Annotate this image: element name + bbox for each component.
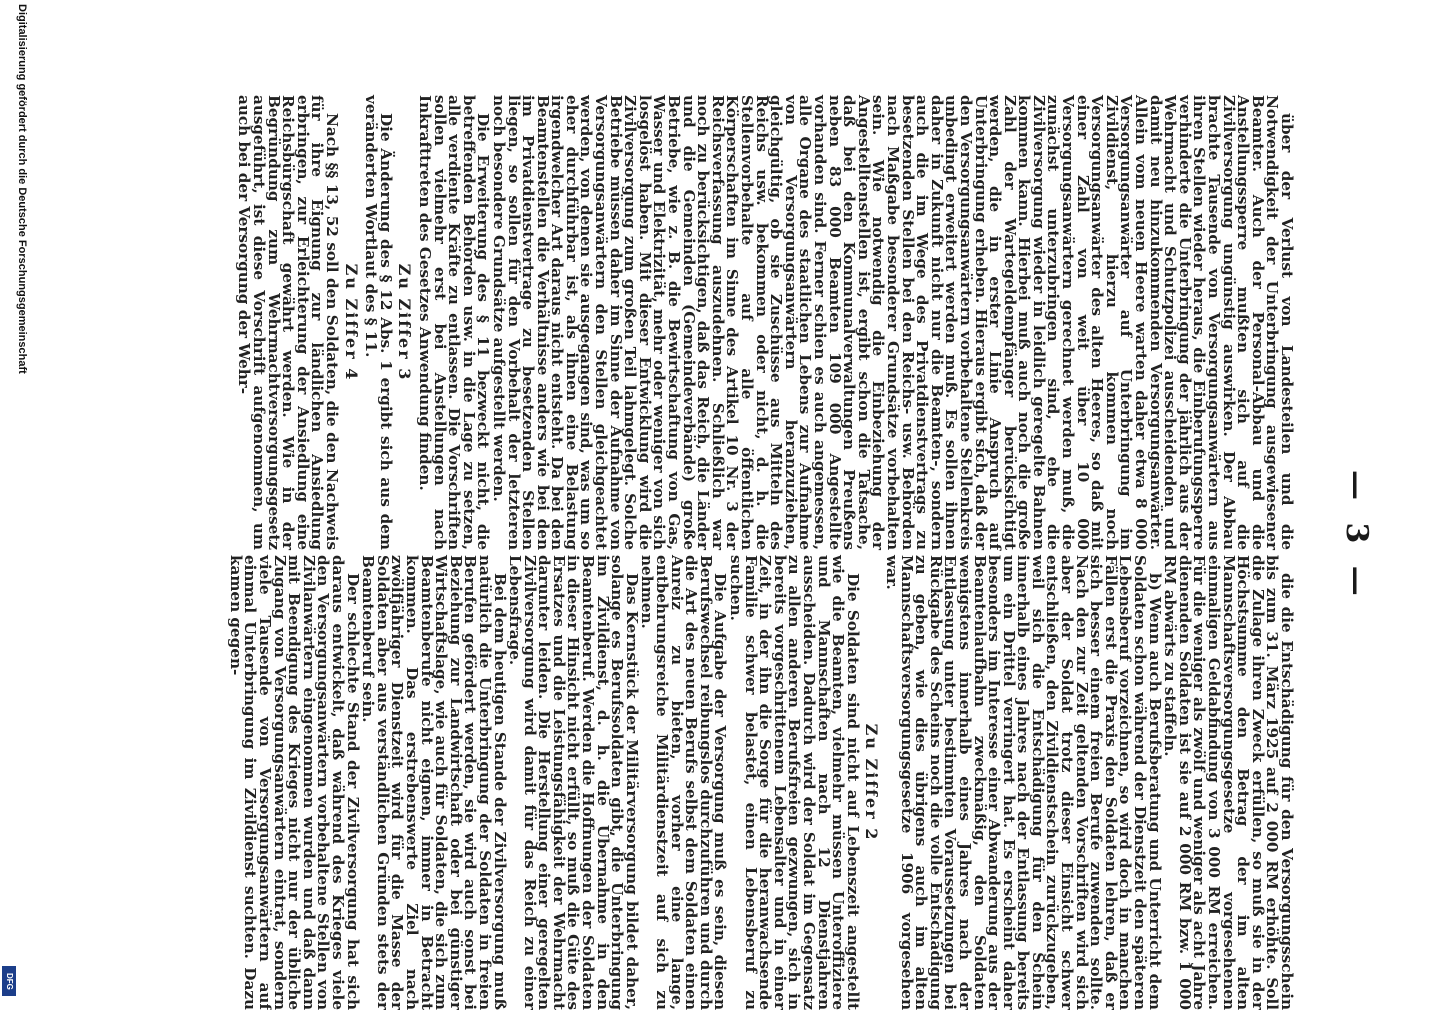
- paragraph: Die Erweiterung des § 11 bezweckt nicht, die betreffenden Behörden usw. in die Lage zu setzen, alle verdiente Kräfte zu entlassen. Die Vorschriften sollen vielmehr erst bei Anstellungen nach Inkrafttreten des Gesetzes Anwendung finden.: [415, 95, 493, 550]
- paragraph: die die Entschädigung für den Versorgungsschein bis zum 31. März 1925 auf 2 000 RM erhöhte. Soll die Zulage ihren Zweck erfüllen, so muß sie in der Höchstsumme den Betrag der im alten Mannschaftsversorgungsgesetze vorgesehenen einmaligen Geldabfindung von 3 000 RM erreichen. Für die weniger als zwölf und weniger als acht Jahre dienenden Soldaten ist sie auf 2 000 RM bzw. 1 000 RM abwärts zu staffeln.: [1161, 555, 1296, 1010]
- document-column-right: [227, 555, 1294, 1010]
- document-column-left: [236, 95, 1294, 550]
- paragraph: über der Verlust von Landesteilen und die Notwendigkeit der Unterbringung ausgewiesener Beamter. Auch der Personal-Abbau und die Anstellungssperre mußten sich auf die Zivilversorgung ungünstig auswirken. Der Abbau brachte Tausende von Versorgungsanwärtern aus ihren Stellen wieder heraus, die Einberufungssperre verhinderte die Unterbringung der jährlich aus der Wehrmacht und Schutzpolizei ausscheidenden und damit neu hinzukommenden Versorgungsanwärter. Allein vom neuen Heere warten daher etwa 8 000 Versorgungsanwärter auf Unterbringung im Zivildienst, hierzu kommen noch Versorgungsanwärter des alten Heeres, so daß mit einer Zahl von weit über 10 000 Versorgungsanwärtern gerechnet werden muß, die zunächst unterzubringen sind, ehe die Zivilversorgung wieder in leidlich geregelte Bahnen kommen kann. Hierbei muß auch noch die große Zahl der Wartegeldempfänger berücksichtigt werden, die in erster Linie Anspruch auf Unterbringung erheben. Hieraus ergibt sich, daß der den Versorgungsanwärtern vorbehaltene Stellenkreis unbedingt erweitert werden muß. Es sollen ihnen daher in Zukunft nicht nur die Beamten-, sondern auch die im Wege des Privatdienstvertrags zu besetzenden Stellen bei den Reichs- usw. Behörden nach Maßgabe besonderer Grundsätze vorbehalten sein. Wie notwendig die Einbeziehung der Angestelltenstellen ist, ergibt schon die Tatsache, daß bei den Kommunalverwaltungen Preußens neben 83 000 Beamten 109 000 Angestellte vorhanden sind. Ferner schien es auch angemessen, alle Organe des staatlichen Lebens zur Aufnahme von Versorgungsanwärtern heranzuziehen, gleichgültig, ob sie Zuschüsse aus Mitteln des Reichs usw. bekommen oder nicht, d. h. die Stellenvorbehalte auf alle öffentlichen Körperschaften im Sinne des Artikel 10 Nr. 3 der Reichsverfassung auszudehnen. Schließlich war noch zu berücksichtigen, daß das Reich, die Länder und die Gemeinden (Gemeindeverbände) große Betriebe, wie z. B. die Bewirtschaftung von Gas, Wasser und Elektrizität, mehr oder weniger von sich losgelöst haben. Mit dieser Entwicklung wird die Zivilversorgung zum großen Teil lahmgelegt. Solche Betriebe müssen daher im Sinne der Aufnahme von Versorgungsanwärtern den Stellen gleichgeachtet werden, von denen sie ausgegangen sind, was um so eher durchführbar ist, als ihnen eine Belastung irgendwelcher Art daraus nicht entsteht. Da bei den Beamtenstellen die Verhältnisse anders wie bei den im Privatdienstvertrage zu besetzenden Stellen liegen, so sollen für den Vorbehalt der letzteren noch besondere Grundsätze aufgestellt werden.: [489, 95, 1296, 550]
- paragraph: Nach §§ 13, 52 soll den Soldaten, die den Nachweis für ihre Eignung zur ländlichen Ansiedlung erbringen, zur Erleichterung der Ansiedlung eine Reichsbürgschaft gewährt werden. Wie in der Begründung zum Wehrmachtversorgungsgesetz ausgeführt, ist diese Vorschrift aufgenommen, um auch bei der Versorgung der Wehr-: [235, 95, 341, 550]
- paragraph: Das Kernstück der Militärversorgung bildet daher, solange es Berufssoldaten gibt, die Unterbringung im Zivildienst, d. h. die Übernahme in den Beamtenberuf. Werden die Hoffnungen der Soldaten in dieser Hinsicht nicht erfüllt, so muß die Güte des Ersatzes und die Leistungsfähigkeit der Wehrmacht darunter leiden. Die Herstellung einer geregelten Zivilversorgung wird damit für das Reich zu einer Lebensfrage.: [506, 555, 641, 1010]
- paragraph: Bei dem heutigen Stande der Zivilversorgung muß natürlich die Unterbringung der Soldaten in freien Berufen gefördert werden, sie wird auch sonst bei Beziehung zur Landwirtschaft oder bei günstiger Wirtschaftslage, wie auch für Soldaten, die sich zum Beamtenberufe nicht eignen, immer in Betracht kommen. Das erstrebenswerte Ziel nach zwölfjähriger Dienstzeit wird für die Masse der Soldaten aber aus verständlichen Gründen stets der Beamtenberuf sein.: [359, 555, 509, 1010]
- section-heading: Zu Ziffer 3: [395, 263, 415, 382]
- paragraph: Die Soldaten sind nicht auf Lebenszeit angestellt wie die Beamten, vielmehr müssen Unteroffiziere und Mannschaften nach 12 Dienstjahren ausscheiden. Dadurch wird der Soldat im Gegensatz zu allen anderen Berufsfreien gezwungen, sich in bereits vorgeschrittenem Lebensalter und in einer Zeit, in der ihn die Sorge für die heranwachsende Familie schwer belastet, einen Lebensberuf zu suchen.: [727, 555, 862, 1010]
- page-number: — 3 —: [1339, 470, 1374, 602]
- paragraph: Die Aufgabe der Versorgung muß es sein, diesen Berufswechsel reibungslos durchzuführen und durch die Art des neuen Berufs selbst dem Soldaten einen Anreiz zu bieten, vorher eine lange, entbehrungsreiche Militärdienstzeit auf sich zu nehmen.: [638, 555, 730, 1010]
- paragraph: b) Wenn auch Berufsberatung und Unterricht dem Soldaten schon während der Dienstzeit den späteren Lebensberuf vorzeichnen, so wird doch in manchen Fällen erst die Praxis den Soldaten lehren, daß er sich besser einem freien Berufe zuwenden sollte. Nach den zur Zeit geltenden Vorschriften wird sich aber der Soldat trotz dieser Einsicht schwer entschließen, den Zivildienstschein zurückzugeben, weil sich die Entschädigung für den Schein innerhalb eines Jahres nach der Entlassung bereits um ein Drittel verringert hat. Es erscheint daher besonders im Interesse einer Abwanderung aus der Beamtenlaufbahn zweckmäßig, den Soldaten wenigstens innerhalb eines Jahres nach der Entlassung unter bestimmten Voraussetzungen bei Rückgabe des Scheins noch die volle Entschädigung zu geben, wie dies übrigens auch im alten Mannschaftsversorgungsgesetze 1906 vorgesehen war.: [882, 555, 1164, 1010]
- section-heading: Zu Ziffer 2: [862, 723, 882, 842]
- digitization-credit-strip: [2, 4, 28, 994]
- dfg-logo-icon: DFG: [2, 966, 16, 996]
- paragraph: Der schlechte Stand der Zivilversorgung hat sich daraus entwickelt, daß während des Krieges viele den Versorgungsanwärtern vorbehaltene Stellen von Zivilanwärtern eingenommen wurden und daß dann mit Beendigung des Krieges nicht nur der übliche Zugang von Versorgungsanwärtern eintrat, sondern viele Tausende von Versorgungsanwärtern auf einmal Unterbringung im Zivildienst suchten. Dazu kamen gegen-: [226, 555, 362, 1010]
- digitization-credit: Digitalisierung gefördert durch die Deutsche Forschungsgemeinschaft: [16, 4, 28, 374]
- section-heading: Zu Ziffer 4: [341, 263, 361, 382]
- paragraph: Die Änderung des § 12 Abs. 1 ergibt sich aus dem veränderten Wortlaut des § 11.: [362, 95, 395, 550]
